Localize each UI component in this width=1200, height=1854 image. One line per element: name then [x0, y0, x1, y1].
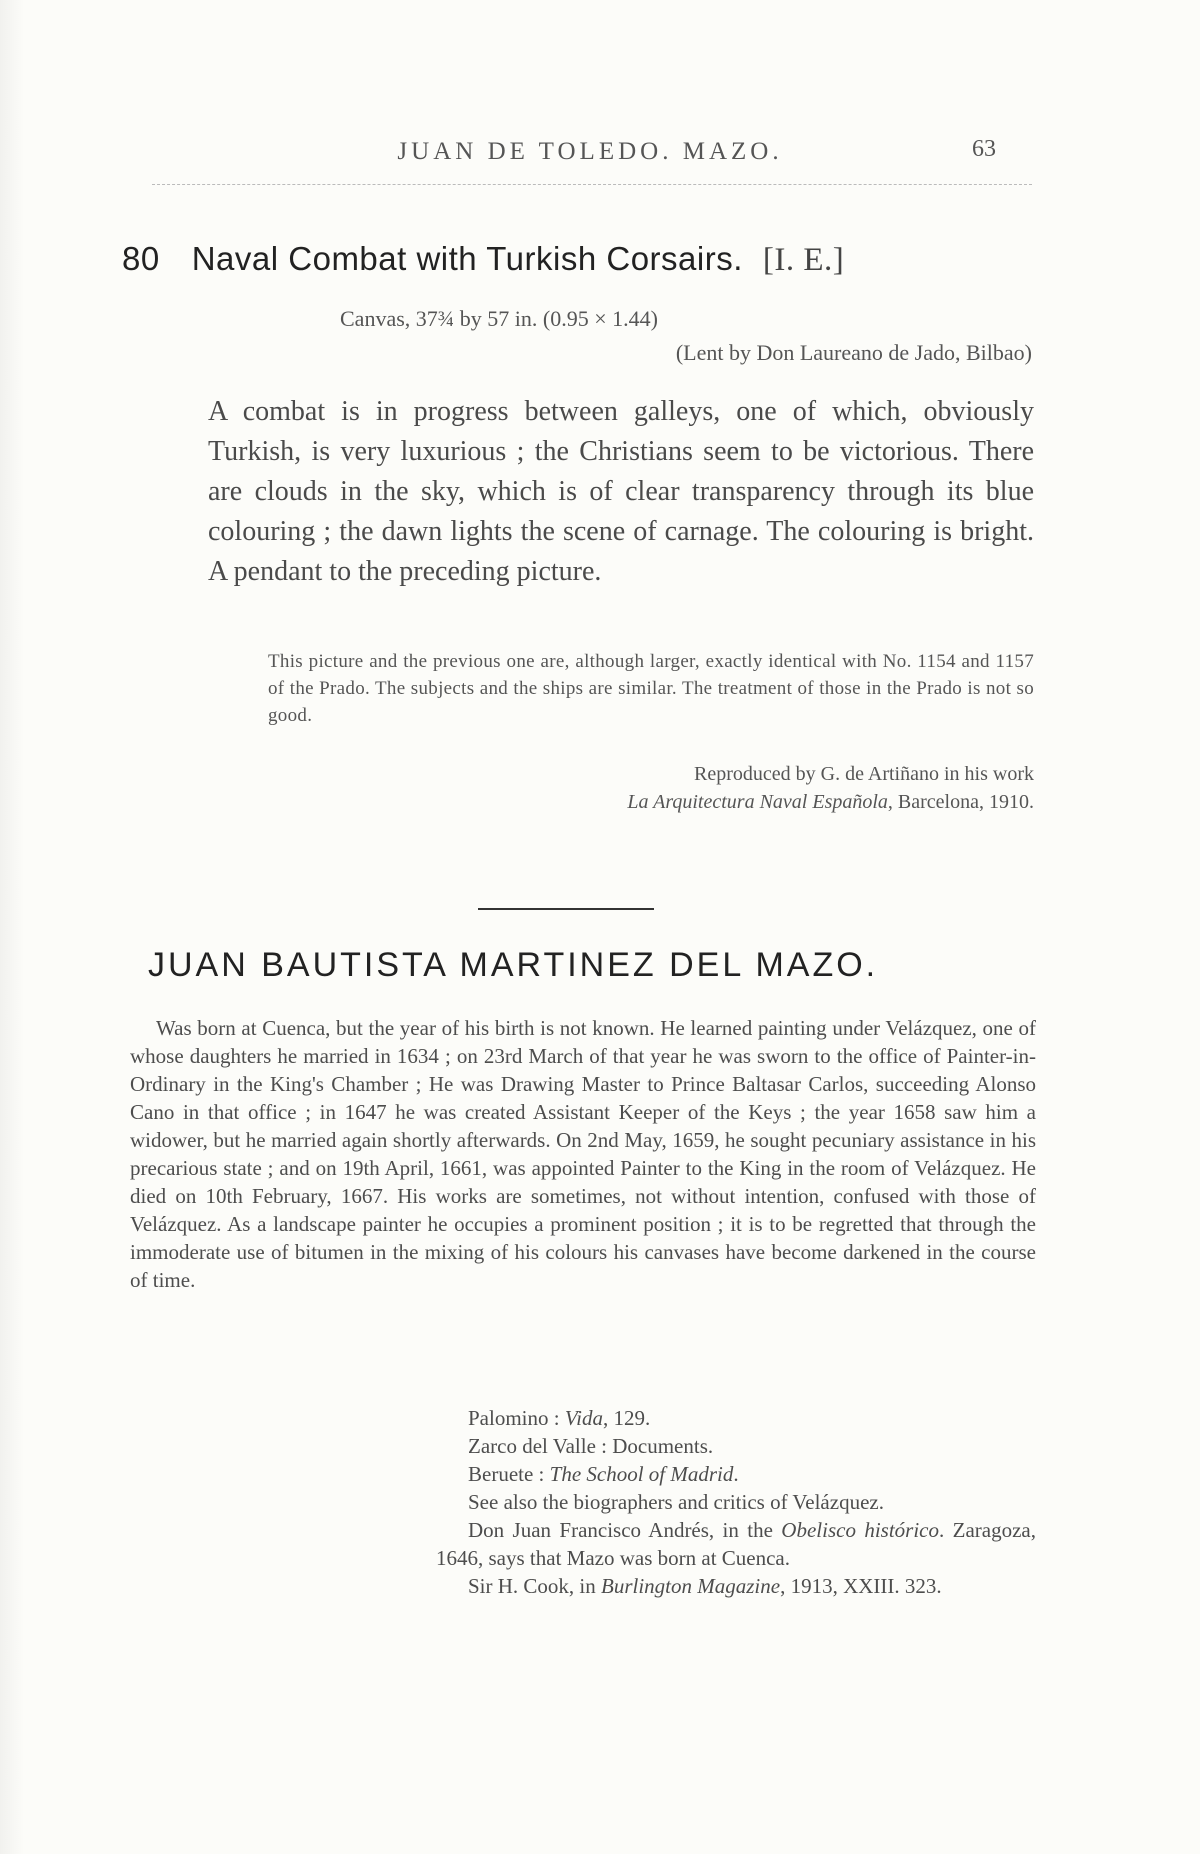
reference-work: The School of Madrid [549, 1462, 734, 1486]
reproduction-place: , Barcelona, 1910. [887, 791, 1034, 813]
entry-heading [122, 240, 1022, 279]
reference-work: Obelisco histórico [781, 1518, 939, 1542]
reference-author: Don Juan Francisco Andrés, in the [468, 1518, 782, 1542]
reference-item [436, 1516, 1036, 1572]
entry-title: Naval Combat with Turkish Corsairs. [191, 240, 743, 277]
reference-detail: . Zaragoza, 1646, says that Mazo was born at Cuenca. [436, 1518, 1036, 1570]
reference-work: Vida [564, 1406, 603, 1430]
reproduction-line: Reproduced by G. de Artiñano in his work [694, 763, 1034, 785]
reference-item [436, 1460, 1036, 1488]
reference-item: Zarco del Valle : Documents. [468, 1434, 714, 1458]
reference-detail: . [733, 1462, 739, 1486]
reproduction-credit [400, 760, 1034, 816]
header-rule [152, 184, 1032, 185]
reference-item: See also the biographers and critics of Velázquez. [468, 1490, 884, 1514]
reproduction-work: La Arquitectura Naval Española [627, 791, 888, 813]
artist-heading: JUAN BAUTISTA MARTINEZ DEL MAZO. [148, 946, 879, 984]
artist-biography: Was born at Cuenca, but the year of his birth is not known. He learned painting under Velázquez, one of whose daughters he married in 1634 ; on 23rd March of that year he was sworn to the office of Painter-in-Ordinary in the King's Chamber ; He was Drawing Master to Prince Baltasar Carlos, succeeding Alonso Cano in that office ; in 1647 he was created Assistant Keeper of the Keys ; the year 1658 saw him a widower, but he married again shortly afterwards. On 2nd May, 1659, he sought pecuniary assistance in his precarious state ; and on 19th April, 1661, was appointed Painter to the King in the room of Velázquez. He died on 10th February, 1667. His works are sometimes, not without intention, confused with those of Velázquez. As a landscape painter he occupies a prominent position ; it is to be regretted that through the immoderate use of bitumen in the mixing of his colours his canvases have become darkened in the course of time. [130, 1016, 1036, 1292]
reference-author: Palomino : [468, 1406, 565, 1430]
references-list [436, 1404, 1036, 1600]
reference-detail: , 1913, XXIII. 323. [780, 1574, 942, 1598]
entry-note: This picture and the previous one are, although larger, exactly identical with No. 1154 and 1157 of the Prado. The subjects and the ships are similar. The treatment of those in the Prado is not so good. [268, 651, 1034, 726]
lender-line: (Lent by Don Laureano de Jado, Bilbao) [675, 340, 1032, 365]
entry-number: 80 [122, 240, 160, 277]
page-number: 63 [972, 136, 996, 162]
reference-author: Sir H. Cook, in [468, 1574, 602, 1598]
reference-item [436, 1572, 1036, 1600]
entry-collection: [I. E.] [762, 242, 845, 278]
canvas-dimensions: Canvas, 37¾ by 57 in. (0.95 × 1.44) [340, 306, 658, 331]
section-divider [478, 908, 654, 910]
reference-author: Beruete : [468, 1462, 550, 1486]
reference-item [436, 1404, 1036, 1432]
reproduction-work-line [400, 788, 1034, 816]
reference-work: Burlington Magazine [601, 1574, 781, 1598]
gutter-shadow [0, 0, 24, 1854]
entry-description: A combat is in progress between galleys, one of which, obviously Turkish, is very luxurious ; the Christians seem to be victorious. There are clouds in the sky, which is of clear transparency through its blue colouring ; the dawn lights the scene of carnage. The colouring is bright. A pendant to the preceding picture. [208, 396, 1034, 587]
running-head: JUAN DE TOLEDO. MAZO. [397, 138, 783, 165]
reference-detail: , 129. [602, 1406, 651, 1430]
